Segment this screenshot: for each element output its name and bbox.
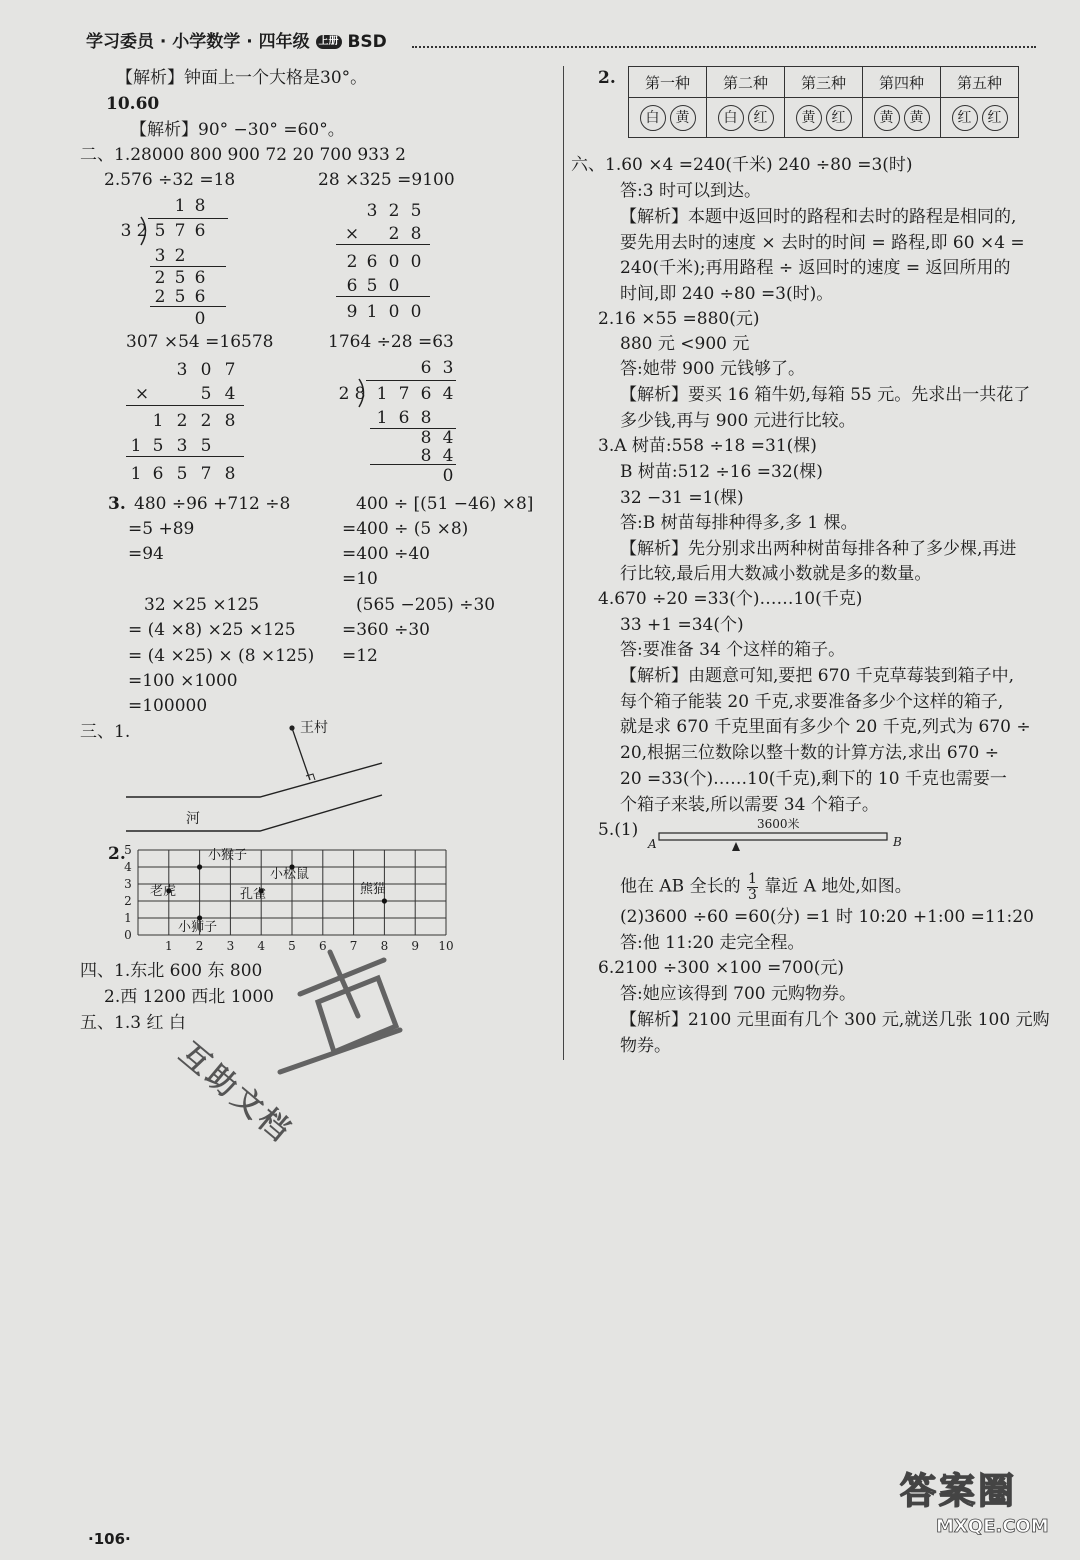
fraction-sentence: 他在 AB 全长的 $\frac{1}{3}$ 靠近 A 地处,如图。 (620, 871, 912, 903)
table-header-cell: 第五种 (941, 67, 1019, 98)
label-monkey: 小猴子 (208, 848, 248, 863)
q3b-line: =10 (342, 569, 378, 589)
text-line: 四、1.东北 600 东 800 (80, 961, 263, 981)
table-header-cell: 第二种 (707, 67, 785, 98)
text-line: 答:她带 900 元钱够了。 (620, 359, 805, 379)
text-line: 2.576 ÷32 =18 (104, 170, 236, 190)
grid-y-tick: 4 (124, 860, 132, 874)
color-circle: 黄 (796, 105, 822, 131)
text-line: 物券。 (620, 1036, 671, 1056)
color-circle: 红 (748, 105, 774, 131)
q3-label: 3. (108, 494, 126, 514)
grid-x-tick: 9 (411, 939, 420, 953)
table-cell (863, 98, 941, 138)
river-village-diagram (120, 716, 400, 846)
point-b-label: B (893, 835, 902, 849)
text-line: 六、1.60 ×4 =240(千米) 240 ÷80 =3(时) (571, 155, 913, 175)
table-cell (941, 98, 1019, 138)
village-point (289, 725, 294, 730)
text-line: 多少钱,再与 900 元进行比较。 (620, 411, 856, 431)
q3b-line: =400 ÷40 (342, 544, 430, 564)
text-line: 答:他 11:20 走完全程。 (620, 933, 805, 953)
grid-x-tick: 8 (380, 939, 389, 953)
volume-badge: 上册 (316, 35, 342, 49)
book-title: 学习委员 · 小学数学 · 四年级 (86, 32, 310, 52)
q3c-line: =100000 (128, 696, 208, 716)
q3b-line: =400 ÷ (5 ×8) (342, 519, 469, 539)
point-monkey (197, 864, 202, 869)
text-line: 【解析】要买 16 箱牛奶,每箱 55 元。先求出一共花了 (620, 385, 1031, 405)
label-peacock: 孔雀 (240, 887, 267, 902)
grid-y-tick: 0 (124, 928, 132, 942)
stamp-logo (270, 930, 410, 1090)
q3d-line: =360 ÷30 (342, 620, 430, 640)
text-line: 20,根据三位数除以整十数的计算方法,求出 670 ÷ (620, 743, 999, 763)
text-line: 【解析】先分别求出两种树苗每排各种了多少棵,再进 (620, 539, 1017, 559)
grid-x-tick: 5 (288, 939, 296, 953)
table-header-cell: 第四种 (863, 67, 941, 98)
label-squirrel: 小松鼠 (270, 867, 310, 882)
segment-bar (659, 833, 887, 840)
header-dotted-rule (412, 46, 1036, 48)
text-line: 240(千米);再用路程 ÷ 返回时的速度 = 返回所用的 (620, 258, 1011, 278)
q3a-line: =5 +89 (128, 519, 195, 539)
text-line: 3.A 树苗:558 ÷18 =31(棵) (598, 436, 817, 456)
text-line: 【解析】由题意可知,要把 670 千克草莓装到箱子中, (620, 666, 1015, 686)
watermark-url: MXQE.COM (936, 1516, 1049, 1537)
grid-x-tick: 6 (318, 939, 327, 953)
text-line: 要先用去时的速度 × 去时的时间 = 路程,即 60 ×4 = (620, 233, 1025, 253)
grid-x-tick: 2 (195, 939, 204, 953)
text-line: B 树苗:512 ÷16 =32(棵) (620, 462, 823, 482)
grid-x-tick: 4 (257, 939, 266, 953)
text-line: 5.(1) (598, 820, 639, 840)
text-line: 答:B 树苗每排种得多,多 1 棵。 (620, 513, 858, 533)
table-cell (707, 98, 785, 138)
color-circle: 红 (826, 105, 852, 131)
q3b-line: 400 ÷ [(51 −46) ×8] (356, 494, 534, 514)
text-line: 【解析】本题中返回时的路程和去时的路程是相同的, (620, 207, 1017, 227)
text-line: 33 +1 =34(个) (620, 615, 744, 635)
river-bank-lower (126, 795, 382, 831)
color-circle: 黄 (874, 105, 900, 131)
q3c-line: 32 ×25 ×125 (144, 595, 260, 615)
text-line: 10.60 (106, 94, 160, 114)
q2-label: 2. (598, 68, 616, 88)
watermark-logo: 答案圈 (900, 1471, 1018, 1512)
grid-y-tick: 3 (124, 877, 132, 891)
color-circle: 白 (718, 105, 744, 131)
section3-label: 三、1. (80, 722, 131, 742)
q3c-line: =100 ×1000 (128, 671, 238, 691)
edition-label: BSD (347, 32, 387, 52)
text-line: 20 =33(个)……10(千克),剩下的 10 千克也需要一 (620, 769, 1007, 789)
running-header (86, 34, 387, 51)
label-tiger: 老虎 (150, 884, 177, 899)
text-line: 2.16 ×55 =880(元) (598, 309, 760, 329)
page-number: ·106· (88, 1530, 131, 1548)
village-label: 王村 (300, 720, 328, 736)
q3d-line: =12 (342, 646, 378, 666)
color-circle: 红 (982, 105, 1008, 131)
segment-length-label: 3600米 (757, 817, 800, 831)
position-marker (732, 842, 740, 851)
text-line: 307 ×54 =16578 (126, 332, 274, 352)
segment-diagram (656, 830, 892, 854)
text-line: 个箱子来装,所以需要 34 个箱子。 (620, 795, 879, 815)
text-line: 6.2100 ÷300 ×100 =700(元) (598, 958, 845, 978)
grid-x-tick: 1 (164, 939, 173, 953)
grid-x-tick: 3 (226, 939, 235, 953)
text-line: 答:要准备 34 个这样的箱子。 (620, 640, 846, 660)
text-line: 行比较,最后用大数减小数就是多的数量。 (620, 564, 932, 584)
table-cell (629, 98, 707, 138)
color-circle: 白 (640, 105, 666, 131)
stamp-text: 互助文档 (172, 1036, 300, 1151)
label-lion: 小狮子 (178, 920, 218, 935)
text-line: 【解析】钟面上一个大格是30°。 (116, 68, 368, 88)
text-line: 4.670 ÷20 =33(个)……10(千克) (598, 589, 863, 609)
text-line: 五、1.3 红 白 (80, 1013, 186, 1033)
river-bank-upper (126, 763, 382, 797)
text-line: 28 ×325 =9100 (318, 170, 455, 190)
q3c-line: = (4 ×25) × (8 ×125) (128, 646, 315, 666)
grid-y-tick: 1 (124, 911, 132, 925)
text-line: 时间,即 240 ÷80 =3(时)。 (620, 284, 834, 304)
table-cell (785, 98, 863, 138)
text-line: 【解析】2100 元里面有几个 300 元,就送几张 100 元购 (620, 1010, 1050, 1030)
table-header-cell: 第三种 (785, 67, 863, 98)
grid-y-tick: 2 (124, 894, 132, 908)
q3c-line: = (4 ×8) ×25 ×125 (128, 620, 296, 640)
grid-x-tick: 10 (438, 939, 454, 953)
color-circle: 黄 (670, 105, 696, 131)
q3d-line: (565 −205) ÷30 (356, 595, 496, 615)
grid-x-tick: 7 (349, 939, 358, 953)
text-line: 每个箱子能装 20 千克,求要准备多少个这样的箱子, (620, 692, 1004, 712)
text-line: 二、1.28000 800 900 72 20 700 933 2 (80, 145, 406, 165)
text-line: 2.西 1200 西北 1000 (104, 987, 274, 1007)
right-angle-mark (306, 774, 315, 780)
q3a-line: 480 ÷96 +712 ÷8 (134, 494, 291, 514)
text-line: 就是求 670 千克里面有多少个 20 千克,列式为 670 ÷ (620, 717, 1031, 737)
point-a-label: A (648, 837, 657, 851)
grid-question-label: 2. (108, 844, 126, 864)
color-circle: 红 (952, 105, 978, 131)
point-panda (382, 898, 387, 903)
q3a-line: =94 (128, 544, 164, 564)
grid-y-tick: 5 (124, 843, 132, 857)
color-circle: 黄 (904, 105, 930, 131)
text-line: 【解析】90° −30° =60°。 (130, 120, 345, 140)
text-line: 1764 ÷28 =63 (328, 332, 454, 352)
river-label: 河 (186, 811, 200, 827)
color-combination-table (628, 66, 1019, 138)
fraction-one-third: $\frac{1}{3}$ (747, 871, 757, 903)
text-line: 答:她应该得到 700 元购物券。 (620, 984, 856, 1004)
text-line: 答:3 时可以到达。 (620, 181, 761, 201)
column-divider (563, 66, 564, 1060)
label-panda: 熊猫 (360, 882, 387, 897)
text-line: (2)3600 ÷60 =60(分) =1 时 10:20 +1:00 =11:20 (620, 907, 1034, 927)
text-line: 32 −31 =1(棵) (620, 488, 744, 508)
table-header-cell: 第一种 (629, 67, 707, 98)
text-line: 880 元 <900 元 (620, 334, 750, 354)
